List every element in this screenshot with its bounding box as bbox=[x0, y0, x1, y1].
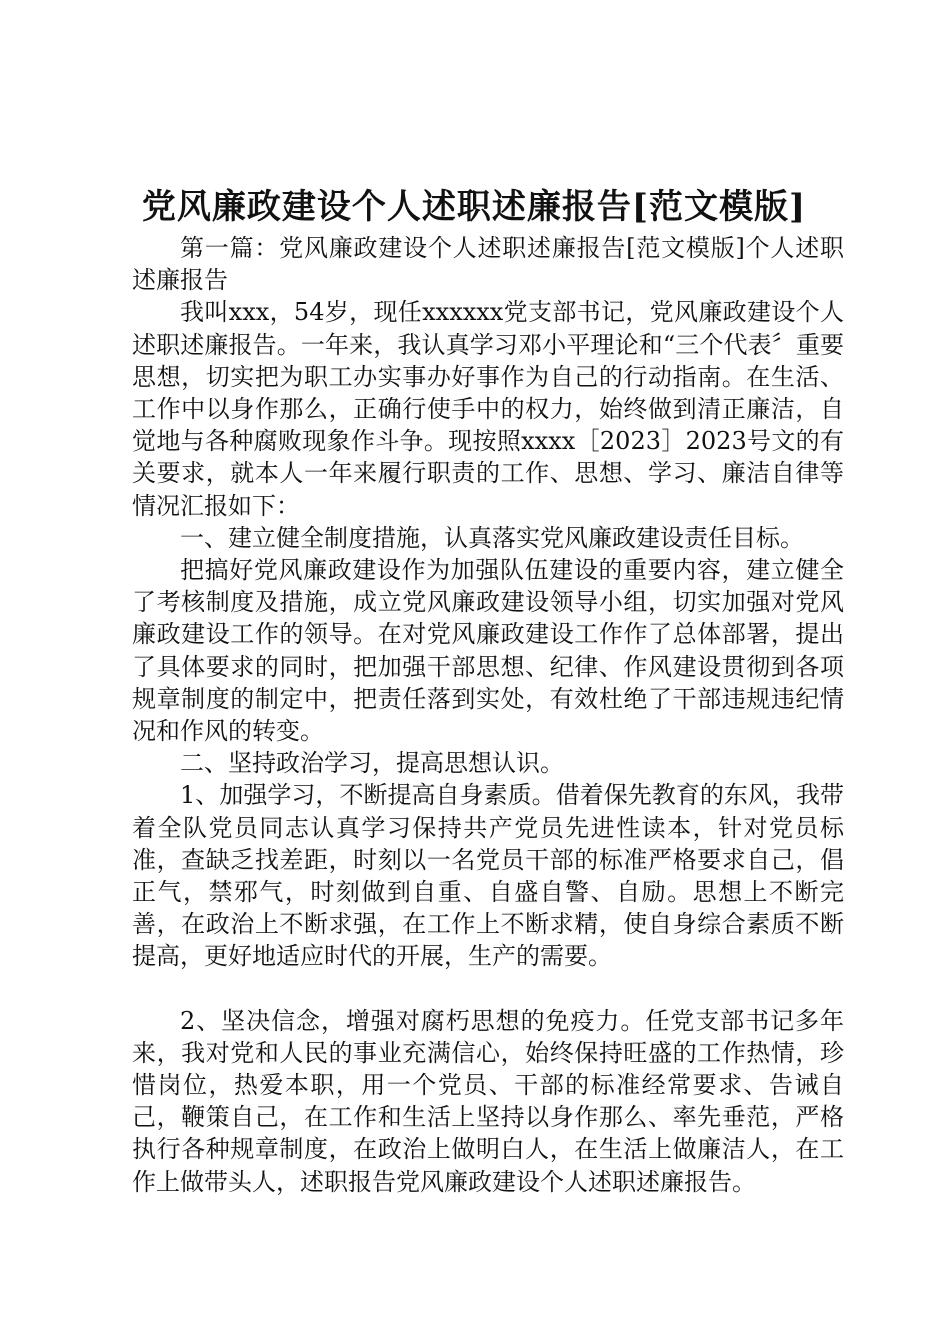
paragraph-item-1: 1、加强学习，不断提高自身素质。借着保先教育的东风，我带着全队党员同志认真学习保持共产党员先进性读本，针对党员标准，查缺乏找差距，时刻以一名党员干部的标准严格要求自己，倡正气，禁邪气，时刻做到自重、自盛自警、自励。思想上不断完善，在政治上不断求强，在工作上不断求精，使自身综合素质不断提高，更好地适应时代的开展，生产的需要。 bbox=[132, 781, 844, 971]
paragraph-item-2: 2、坚决信念，增强对腐朽思想的免疫力。任党支部书记多年来，我对党和人民的事业充满信心，始终保持旺盛的工作热情，珍惜岗位，热爱本职，用一个党员、干部的标准经常要求、告诫自己，鞭策自己，在工作和生活上坚持以身作那么、率先垂范，严格执行各种规章制度，在政治上做明白人，在生活上做廉洁人，在工作上做带头人，述职报告党风廉政建设个人述职述廉报告。 bbox=[132, 1006, 844, 1196]
section-heading-2: 二、坚持政治学习，提高思想认识。 bbox=[180, 749, 564, 778]
document-page bbox=[132, 184, 844, 1198]
document-title: 党风廉政建设个人述职述廉报告[范文模版] bbox=[141, 187, 807, 227]
paragraph-spacer bbox=[132, 973, 844, 1005]
paragraph-section-1-body: 把搞好党风廉政建设作为加强队伍建设的重要内容，建立健全了考核制度及措施，成立党风廉政建设领导小组，切实加强对党风廉政建设工作的领导。在对党风廉政建设工作作了总体部署，提出了具体要求的同时，把加强干部思想、纪律、作风建设贯彻到各项规章制度的制定中，把责任落到实处，有效杜绝了干部违规违纪情况和作风的转变。 bbox=[132, 556, 844, 746]
paragraph-intro-heading: 第一篇：党风廉政建设个人述职述廉报告[范文模版]个人述职述廉报告 bbox=[132, 234, 844, 295]
section-heading-1: 一、建立健全制度措施，认真落实党风廉政建设责任目标。 bbox=[180, 523, 804, 552]
paragraph-self-introduction: 我叫xxx，54岁，现任xxxxxx党支部书记，党风廉政建设个人述职述廉报告。一年来，我认真学习邓小平理论和“三个代表〞重要思想，切实把为职工办实事办好事作为自己的行动指南。在生活、工作中以身作那么，正确行使手中的权力，始终做到清正廉洁，自觉地与各种腐败现象作斗争。现按照xxxx［2023］2023号文的有关要求，就本人一年来履行职责的工作、思想、学习、廉洁自律等情况汇报如下： bbox=[132, 298, 844, 520]
